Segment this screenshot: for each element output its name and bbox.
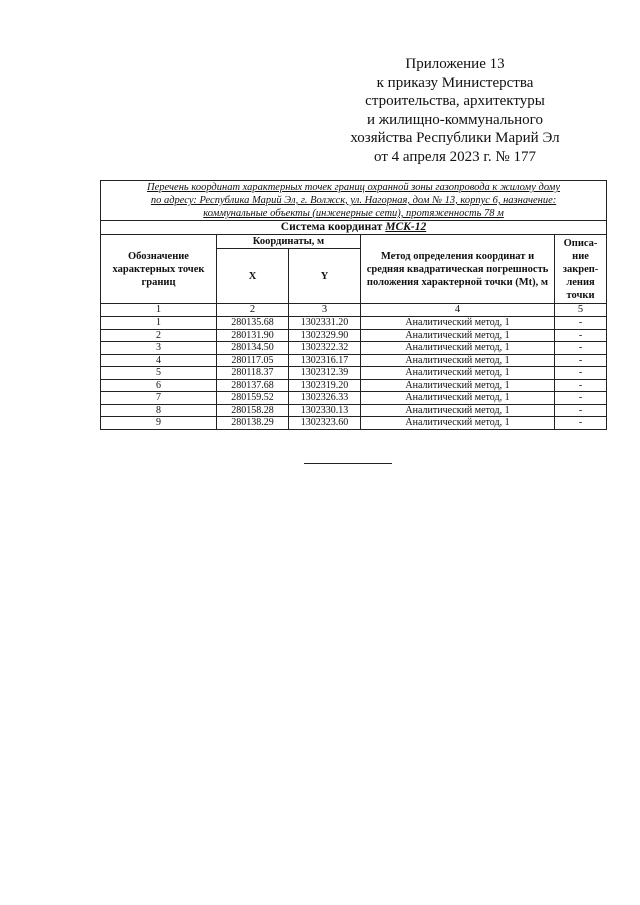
method: Аналитический метод, 1: [361, 404, 555, 417]
column-number: 1: [101, 304, 217, 317]
x-coordinate: 280135.68: [217, 317, 289, 330]
description: -: [555, 317, 607, 330]
x-coordinate: 280131.90: [217, 329, 289, 342]
x-coordinate: 280158.28: [217, 404, 289, 417]
caption-line: коммунальные объекты (инженерные сети), протяженность 78 м: [203, 208, 504, 219]
description: -: [555, 367, 607, 380]
x-coordinate: 280138.29: [217, 417, 289, 430]
header-coordinates: Координаты, м: [217, 235, 361, 249]
point-id: 3: [101, 342, 217, 355]
coordinates-table: [100, 180, 607, 430]
description: -: [555, 392, 607, 405]
method: Аналитический метод, 1: [361, 329, 555, 342]
table-row: [101, 379, 607, 392]
method: Аналитический метод, 1: [361, 367, 555, 380]
y-coordinate: 1302331.20: [289, 317, 361, 330]
method: Аналитический метод, 1: [361, 317, 555, 330]
point-id: 1: [101, 317, 217, 330]
coordinate-system-label: Система координат: [280, 221, 383, 233]
header-x: X: [217, 249, 289, 304]
point-id: 7: [101, 392, 217, 405]
method: Аналитический метод, 1: [361, 354, 555, 367]
description: -: [555, 342, 607, 355]
header-line: к приказу Министерства: [376, 74, 534, 91]
point-id: 4: [101, 354, 217, 367]
description: -: [555, 379, 607, 392]
column-number: 5: [555, 304, 607, 317]
point-id: 5: [101, 367, 217, 380]
method: Аналитический метод, 1: [361, 342, 555, 355]
table-row: [101, 392, 607, 405]
y-coordinate: 1302329.90: [289, 329, 361, 342]
table-row: [101, 404, 607, 417]
y-coordinate: 1302326.33: [289, 392, 361, 405]
caption-line: Перечень координат характерных точек границ охранной зоны газопровода к жилому дому: [147, 182, 561, 193]
table-row: [101, 329, 607, 342]
table-row: [101, 317, 607, 330]
table-row: [101, 417, 607, 430]
column-number: 3: [289, 304, 361, 317]
point-id: 8: [101, 404, 217, 417]
header-y: Y: [289, 249, 361, 304]
y-coordinate: 1302319.20: [289, 379, 361, 392]
closing-divider: [304, 463, 392, 464]
caption-line: по адресу: Республика Марий Эл, г. Волжск, ул. Нагорная, дом № 13, корпус 6, назначение:: [150, 195, 557, 206]
x-coordinate: 280159.52: [217, 392, 289, 405]
x-coordinate: 280134.50: [217, 342, 289, 355]
header-method: Метод определения координат и средняя квадратическая погрешность положения характерной точки (Mt), м: [361, 235, 555, 304]
description: -: [555, 329, 607, 342]
y-coordinate: 1302322.32: [289, 342, 361, 355]
header-line: Приложение 13: [405, 56, 505, 72]
coordinate-system: [101, 221, 607, 235]
table-row: [101, 354, 607, 367]
x-coordinate: 280137.68: [217, 379, 289, 392]
method: Аналитический метод, 1: [361, 392, 555, 405]
y-coordinate: 1302316.17: [289, 354, 361, 367]
description: -: [555, 404, 607, 417]
point-id: 9: [101, 417, 217, 430]
point-id: 6: [101, 379, 217, 392]
method: Аналитический метод, 1: [361, 379, 555, 392]
x-coordinate: 280117.05: [217, 354, 289, 367]
method: Аналитический метод, 1: [361, 417, 555, 430]
point-id: 2: [101, 329, 217, 342]
y-coordinate: 1302312.39: [289, 367, 361, 380]
table-caption: [101, 181, 607, 221]
y-coordinate: 1302323.60: [289, 417, 361, 430]
column-number: 4: [361, 304, 555, 317]
header-line: от 4 апреля 2023 г. № 177: [374, 148, 536, 165]
x-coordinate: 280118.37: [217, 367, 289, 380]
header-description: Описа-ние закреп-ления точки: [555, 235, 607, 304]
table-row: [101, 342, 607, 355]
table-row: [101, 367, 607, 380]
description: -: [555, 354, 607, 367]
header-designation: Обозначение характерных точек границ: [101, 235, 217, 304]
y-coordinate: 1302330.13: [289, 404, 361, 417]
header-line: строительства, архитектуры: [365, 93, 545, 109]
header-line: хозяйства Республики Марий Эл: [350, 130, 560, 146]
description: -: [555, 417, 607, 430]
header-line: и жилищно-коммунального: [367, 111, 543, 128]
column-number: 2: [217, 304, 289, 317]
coordinate-system-value: МСК-12: [385, 221, 427, 233]
appendix-header: [300, 55, 610, 166]
